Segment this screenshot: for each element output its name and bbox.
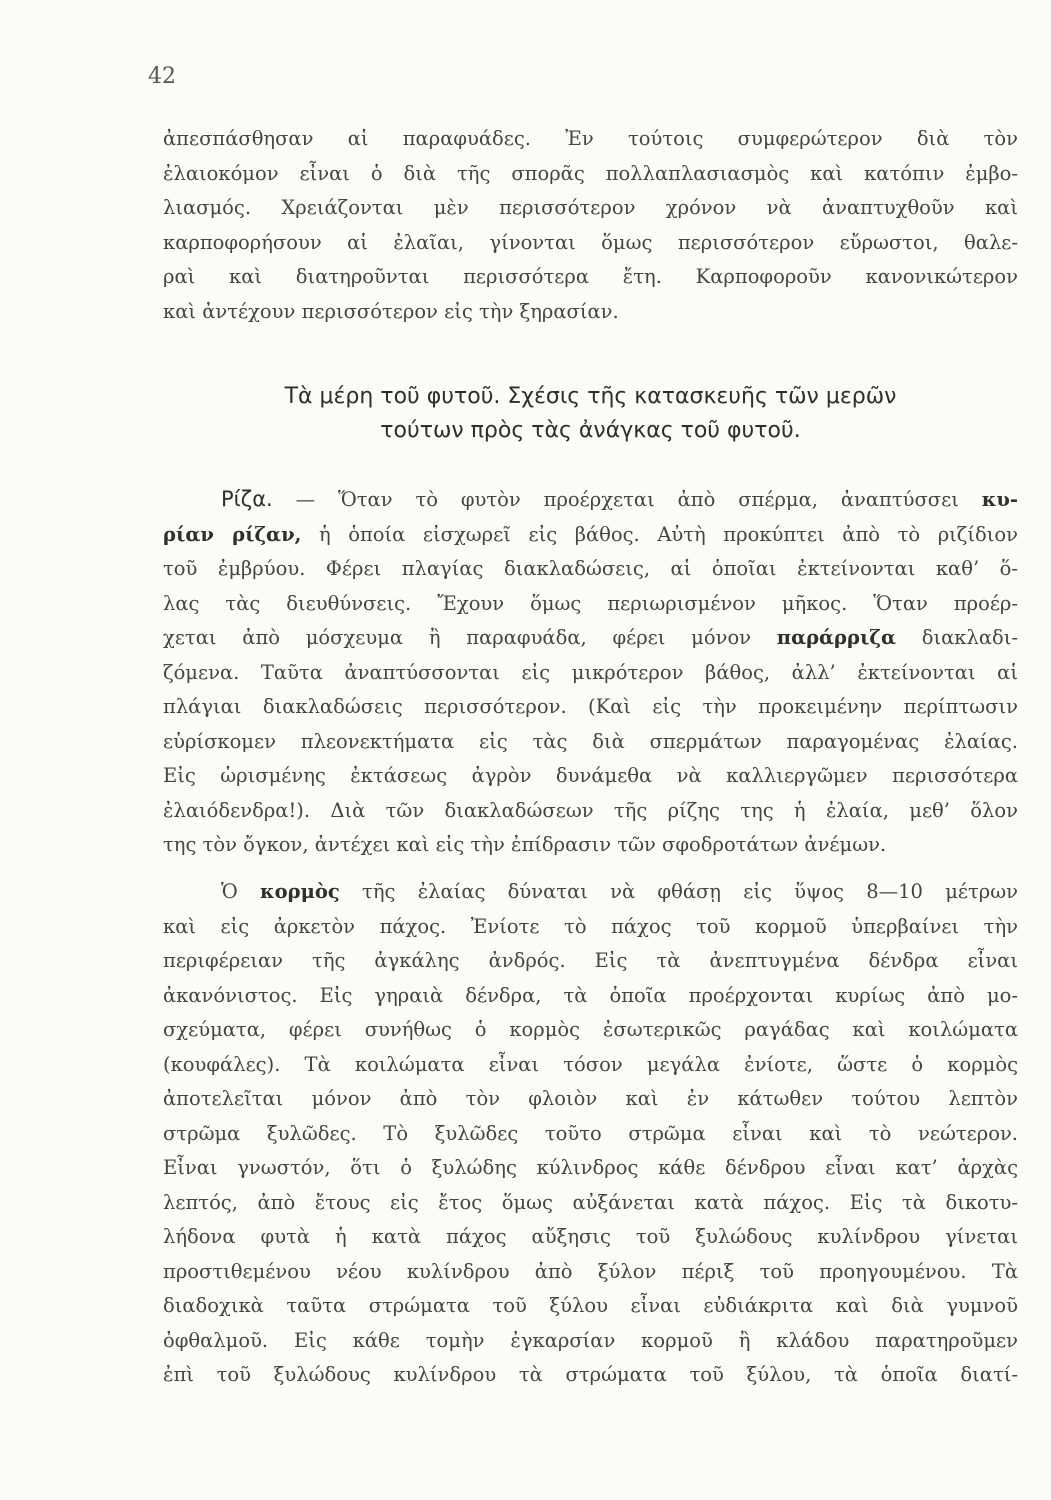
heading-line: τούτων πρὸς τὰς ἀνάγκας τοῦ φυτοῦ. — [380, 418, 801, 443]
trunk-paragraph — [163, 875, 1018, 1393]
text-line: διαδοχικὰ ταῦτα στρώματα τοῦ ξύλου εἶναι εὐδιάκριτα καὶ διὰ γυμνοῦ — [163, 1294, 1018, 1317]
text-line — [163, 621, 1018, 656]
text-line: ραὶ καὶ διατηροῦνται περισσότερα ἔτη. Καρποφοροῦν κανονικώτερον — [163, 265, 1018, 288]
root-paragraph — [163, 482, 1018, 863]
text-line: προστιθεμένου νέου κυλίνδρου ἀπὸ ξύλον πέριξ τοῦ προηγουμένου. Τὰ — [163, 1259, 1018, 1283]
text-line: περιφέρειαν τῆς ἀγκάλης ἀνδρός. Εἰς τὰ ἀνεπτυγμένα δένδρα εἶναι — [163, 949, 1018, 972]
key-term: κυ- — [981, 488, 1018, 511]
text-line — [163, 875, 1018, 910]
text-line: Εἶναι γνωστόν, ὅτι ὁ ξυλώδης κύλινδρος κάθε δένδρου εἶναι κατ’ ἀρχὰς — [163, 1156, 1018, 1179]
text-line: λιασμός. Χρειάζονται μὲν περισσότερον χρόνον νὰ ἀναπτυχθοῦν καὶ — [163, 196, 1018, 219]
text-line: ἀποτελεῖται μόνον ἀπὸ τὸν φλοιὸν καὶ ἐν κάτωθεν τούτου λεπτὸν — [163, 1087, 1018, 1110]
text-line: καὶ εἰς ἀρκετὸν πάχος. Ἐνίοτε τὸ πάχος τοῦ κορμοῦ ὑπερβαίνει τὴν — [163, 914, 1018, 938]
key-term: ρίαν ρίζαν, — [163, 522, 302, 546]
text-line: εὑρίσκομεν πλεονεκτήματα εἰς τὰς διὰ σπερμάτων παραγομένας ἐλαίας. — [163, 729, 1018, 753]
text-line: Εἰς ὡρισμένης ἐκτάσεως ἀγρὸν δυνάμεθα νὰ καλλιεργῶμεν περισσότερα — [163, 764, 1018, 787]
section-heading — [163, 380, 1018, 448]
text-line: στρῶμα ξυλῶδες. Τὸ ξυλῶδες τοῦτο στρῶμα εἶναι καὶ τὸ νεώτερον. — [163, 1121, 1018, 1145]
text-line: πλάγιαι διακλαδώσεις περισσότερον. (Καὶ εἰς τὴν προκειμένην περίπτωσιν — [163, 695, 1018, 718]
key-term: κορμὸς — [260, 880, 340, 903]
text-line: της τὸν ὄγκον, ἀντέχει καὶ εἰς τὴν ἐπίδρασιν τῶν σφοδροτάτων ἀνέμων. — [163, 833, 887, 856]
text-span: χεται ἀπὸ μόσχευμα ἢ παραφυάδα, φέρει μόνον — [163, 626, 777, 649]
text-line: ζόμενα. Ταῦτα ἀναπτύσσονται εἰς μικρότερον βάθος, ἀλλ’ ἐκτείνονται αἱ — [163, 660, 1018, 684]
heading-line: Τὰ μέρη τοῦ φυτοῦ. Σχέσις τῆς κατασκευῆς τῶν μερῶν — [284, 384, 897, 409]
text-span: Ὁ — [221, 880, 261, 903]
key-term: παράρριζα — [776, 626, 896, 649]
text-span: — Ὅταν τὸ φυτὸν προέρχεται ἀπὸ σπέρμα, ἀναπτύσσει — [272, 488, 982, 511]
text-line — [163, 482, 1018, 518]
text-line: ὀφθαλμοῦ. Εἰς κάθε τομὴν ἐγκαρσίαν κορμοῦ ἢ κλάδου παρατηροῦμεν — [163, 1328, 1018, 1352]
root-label: Ρίζα. — [221, 487, 273, 511]
text-line: ἀκανόνιστος. Εἰς γηραιὰ δένδρα, τὰ ὁποῖα προέρχονται κυρίως ἀπὸ μο- — [163, 983, 1018, 1007]
text-line: ἀπεσπάσθησαν αἱ παραφυάδες. Ἐν τούτοις συμφερώτερον διὰ τὸν — [163, 127, 1018, 150]
text-line: λας τὰς διευθύνσεις. Ἔχουν ὅμως περιωρισμένον μῆκος. Ὅταν προέρ- — [163, 591, 1018, 615]
intro-paragraph — [163, 122, 1018, 329]
text-line: (κουφάλες). Τὰ κοιλώματα εἶναι τόσον μεγάλα ἐνίοτε, ὥστε ὁ κορμὸς — [163, 1052, 1018, 1076]
text-line: καὶ ἀντέχουν περισσότερον εἰς τὴν ξηρασίαν. — [163, 299, 619, 323]
text-line: σχεύματα, φέρει συνήθως ὁ κορμὸς ἐσωτερικῶς ραγάδας καὶ κοιλώματα — [163, 1018, 1018, 1041]
text-line: ἐπὶ τοῦ ξυλώδους κυλίνδρου τὰ στρώματα τοῦ ξύλου, τὰ ὁποῖα διατί- — [163, 1363, 1018, 1386]
text-line: λήδονα φυτὰ ἡ κατὰ πάχος αὔξησις τοῦ ξυλώδους κυλίνδρου γίνεται — [163, 1225, 1018, 1248]
text-span: διακλαδι- — [895, 626, 1018, 649]
text-line — [163, 518, 1018, 553]
text-line: ἐλαιόδενδρα!). Διὰ τῶν διακλαδώσεων τῆς ρίζης της ἡ ἐλαία, μεθ’ ὅλον — [163, 798, 1018, 822]
text-line: ἐλαιοκόμον εἶναι ὁ διὰ τῆς σπορᾶς πολλαπλασιασμὸς καὶ κατόπιν ἐμβο- — [163, 161, 1018, 185]
text-line: τοῦ ἐμβρύου. Φέρει πλαγίας διακλαδώσεις, αἱ ὁποῖαι ἐκτείνονται καθ’ ὅ- — [163, 557, 1018, 580]
text-line: λεπτός, ἀπὸ ἔτους εἰς ἔτος ὅμως αὐξάνεται κατὰ πάχος. Εἰς τὰ δικοτυ- — [163, 1190, 1018, 1214]
text-line: καρποφορήσουν αἱ ἐλαῖαι, γίνονται ὅμως περισσότερον εὔρωστοι, θαλε- — [163, 230, 1018, 254]
text-span: τῆς ἐλαίας δύναται νὰ φθάσῃ εἰς ὕψος 8—10 μέτρων — [339, 880, 1018, 903]
text-span: ἡ ὁποία εἰσχωρεῖ εἰς βάθος. Αὐτὴ προκύπτει ἀπὸ τὸ ριζίδιον — [301, 522, 1018, 546]
page-number: 42 — [148, 64, 176, 89]
